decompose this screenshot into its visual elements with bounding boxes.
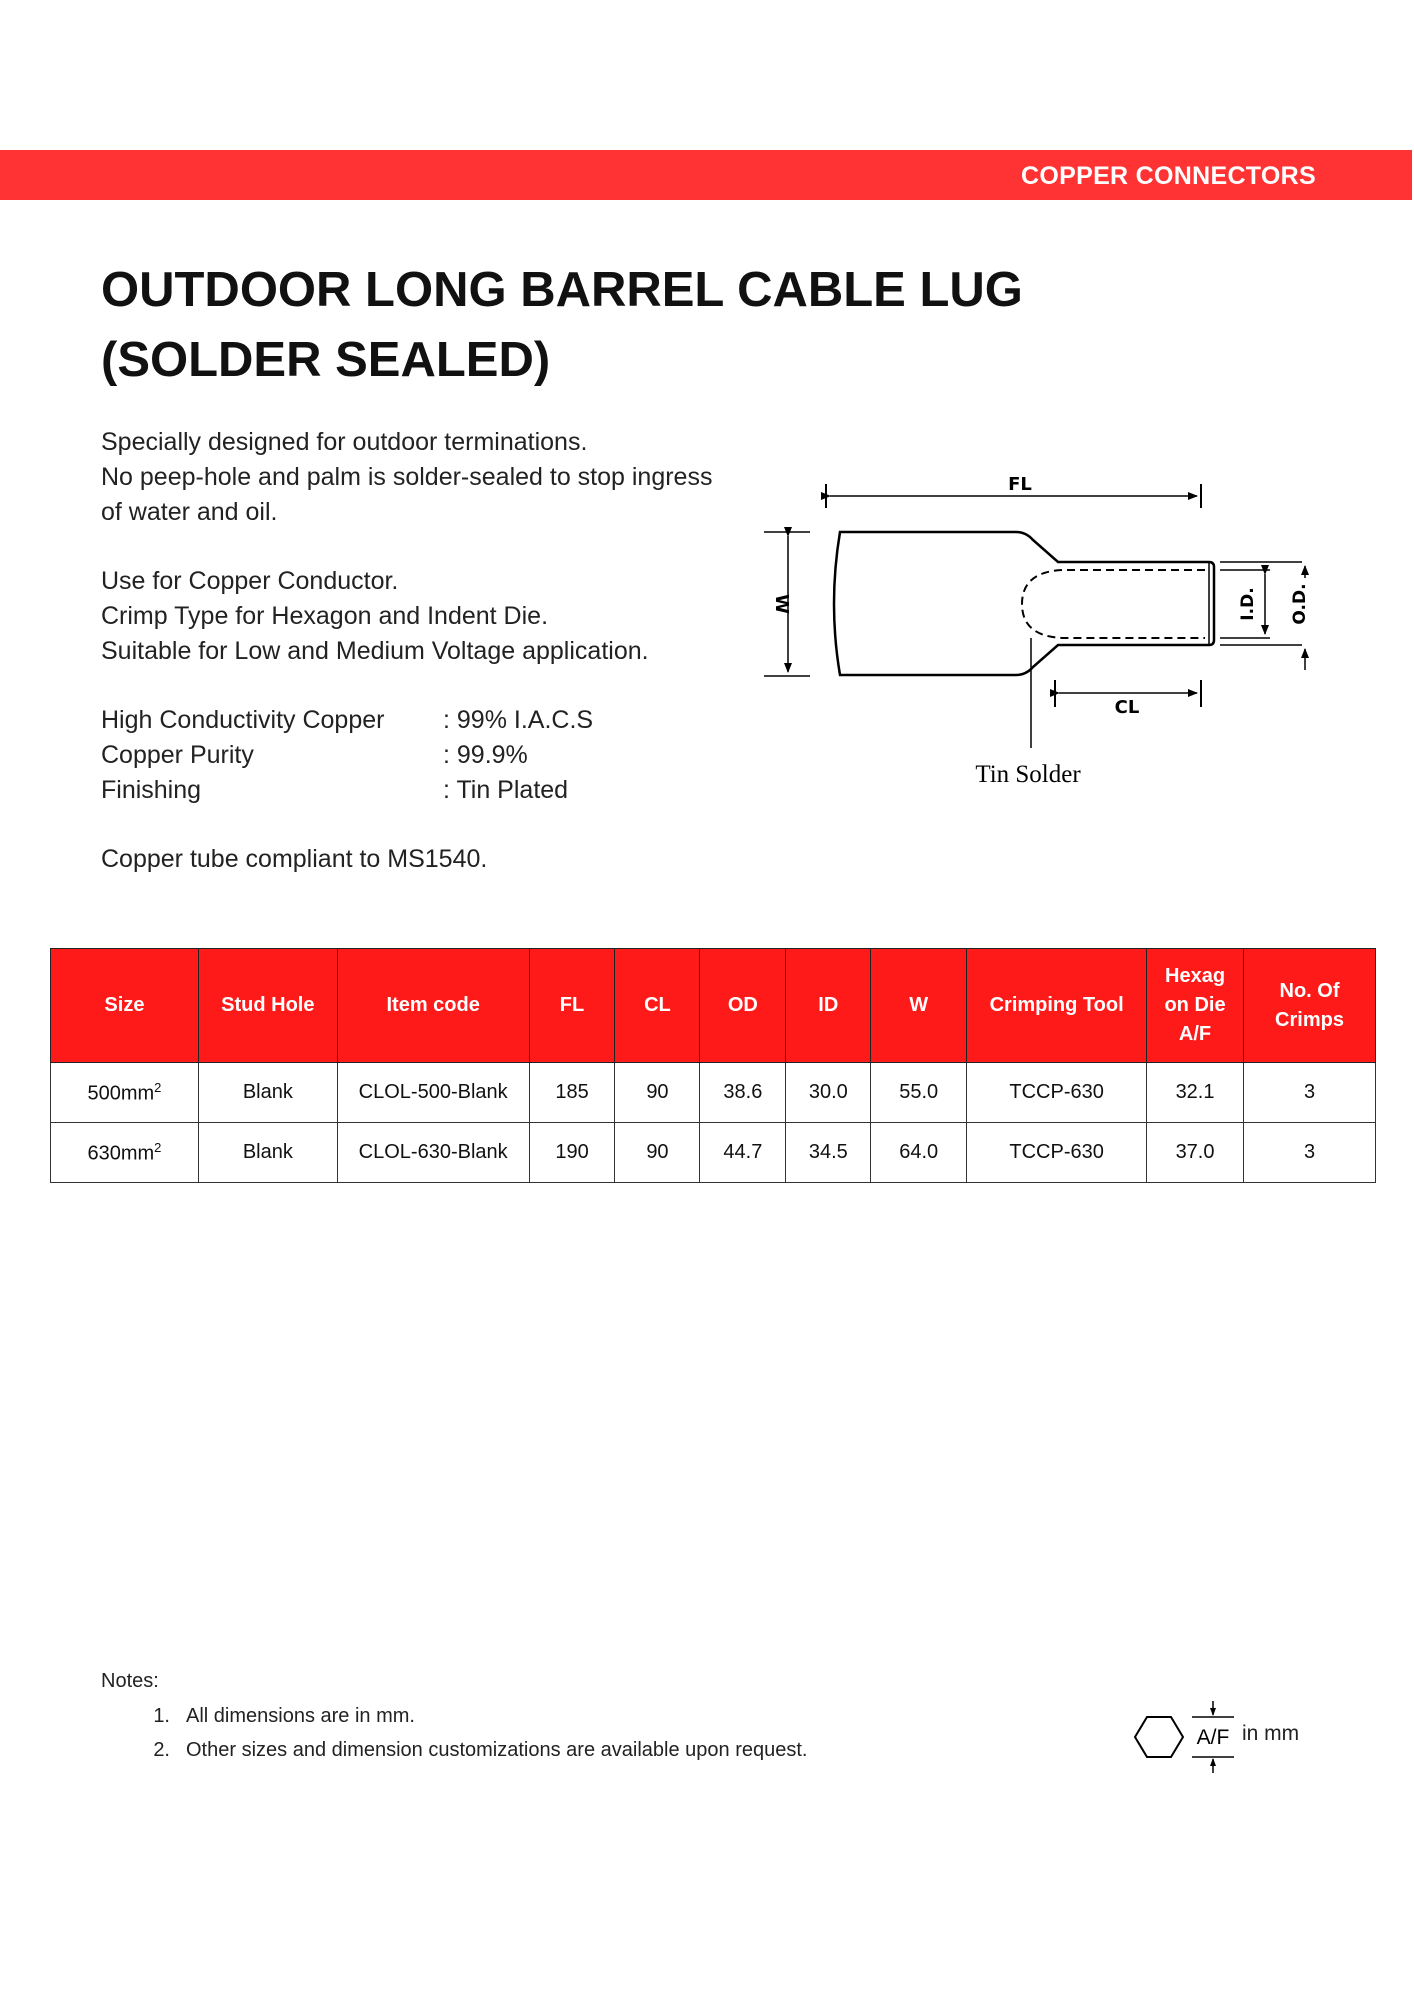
spec-value: : 99.9% <box>443 741 528 769</box>
cable-lug-diagram <box>740 460 1340 800</box>
spec-label: Copper Purity <box>101 741 254 769</box>
fl-label: FL <box>1008 474 1032 495</box>
fl-cell: 185 <box>529 1063 615 1123</box>
spec-row <box>101 703 593 738</box>
page-title <box>101 255 1023 395</box>
note-number: 2. <box>153 1739 170 1761</box>
table-header-row <box>51 949 1376 1063</box>
crimping-tool-cell: TCCP-630 <box>967 1063 1147 1123</box>
specification-table <box>50 948 1376 1183</box>
id-cell: 30.0 <box>786 1063 871 1123</box>
description-line: Specially designed for outdoor terminations. <box>101 428 588 456</box>
hexagon-icon <box>1135 1717 1183 1757</box>
column-header: Hexag on Die A/F <box>1147 949 1244 1063</box>
notes-section <box>101 1670 807 1767</box>
cl-cell: 90 <box>615 1063 700 1123</box>
unit-label: in mm <box>1242 1722 1300 1745</box>
description-paragraph-2 <box>101 564 649 669</box>
compliance-note <box>101 842 487 877</box>
crimps-cell: 3 <box>1244 1123 1376 1183</box>
column-header: No. Of Crimps <box>1244 949 1376 1063</box>
solder-label: Tin Solder <box>975 761 1081 788</box>
title-line-1: OUTDOOR LONG BARREL CABLE LUG <box>101 263 1023 317</box>
spec-value: : 99% I.A.C.S <box>443 706 594 734</box>
af-label: A/F <box>1196 1726 1230 1749</box>
item-code-cell: CLOL-500-Blank <box>337 1063 529 1123</box>
cl-label: CL <box>1114 697 1140 718</box>
od-label: O.D. <box>1290 583 1310 625</box>
hexagon-af-legend <box>1130 1695 1242 1777</box>
w-label: W <box>771 594 792 614</box>
spec-label: High Conductivity Copper <box>101 706 385 734</box>
column-header: Size <box>51 949 199 1063</box>
size-cell <box>51 1063 199 1123</box>
stud-hole-cell: Blank <box>198 1063 337 1123</box>
description-line: No peep-hole and palm is solder-sealed to stop ingress <box>101 463 713 491</box>
note-number: 1. <box>153 1705 170 1727</box>
stud-hole-cell: Blank <box>198 1123 337 1183</box>
notes-list <box>101 1699 807 1767</box>
fl-cell: 190 <box>529 1123 615 1183</box>
size-superscript: 2 <box>154 1139 162 1155</box>
od-cell: 38.6 <box>700 1063 786 1123</box>
spec-list <box>101 703 593 808</box>
description-line: Suitable for Low and Medium Voltage application. <box>101 637 649 665</box>
note-text: All dimensions are in mm. <box>186 1705 415 1727</box>
description-line: of water and oil. <box>101 498 278 526</box>
table-row <box>51 1063 1376 1123</box>
size-cell <box>51 1123 199 1183</box>
column-header: FL <box>529 949 615 1063</box>
table-row <box>51 1123 1376 1183</box>
note-text: Other sizes and dimension customizations are available upon request. <box>186 1739 808 1761</box>
od-cell: 44.7 <box>700 1123 786 1183</box>
id-label: I.D. <box>1238 587 1258 621</box>
hexagon-die-cell: 37.0 <box>1147 1123 1244 1183</box>
size-value: 500mm <box>87 1082 155 1105</box>
column-header: Item code <box>337 949 529 1063</box>
lug-outline <box>834 532 1214 675</box>
item-code-cell: CLOL-630-Blank <box>337 1123 529 1183</box>
section-banner <box>0 150 1412 200</box>
column-header: Crimping Tool <box>967 949 1147 1063</box>
description-paragraph-1 <box>101 425 712 530</box>
column-header: Stud Hole <box>198 949 337 1063</box>
notes-heading: Notes: <box>101 1670 159 1692</box>
hexagon-die-cell: 32.1 <box>1147 1063 1244 1123</box>
crimping-tool-cell: TCCP-630 <box>967 1123 1147 1183</box>
note-item <box>101 1733 807 1767</box>
note-item <box>101 1699 807 1733</box>
compliance-text: Copper tube compliant to MS1540. <box>101 845 488 873</box>
description-line: Crimp Type for Hexagon and Indent Die. <box>101 602 549 630</box>
cl-cell: 90 <box>615 1123 700 1183</box>
spec-row <box>101 738 593 773</box>
column-header: CL <box>615 949 700 1063</box>
size-superscript: 2 <box>154 1079 162 1095</box>
spec-label: Finishing <box>101 776 202 804</box>
column-header: OD <box>700 949 786 1063</box>
title-line-2: (SOLDER SEALED) <box>101 333 551 387</box>
w-cell: 55.0 <box>871 1063 967 1123</box>
crimps-cell: 3 <box>1244 1063 1376 1123</box>
section-title: COPPER CONNECTORS <box>1021 162 1316 190</box>
spec-row <box>101 773 593 808</box>
solder-bore-dashed <box>1022 570 1205 638</box>
id-cell: 34.5 <box>786 1123 871 1183</box>
size-value: 630mm <box>87 1142 155 1165</box>
column-header: ID <box>786 949 871 1063</box>
column-header: W <box>871 949 967 1063</box>
w-cell: 64.0 <box>871 1123 967 1183</box>
spec-value: : Tin Plated <box>443 776 569 804</box>
description-line: Use for Copper Conductor. <box>101 567 399 595</box>
